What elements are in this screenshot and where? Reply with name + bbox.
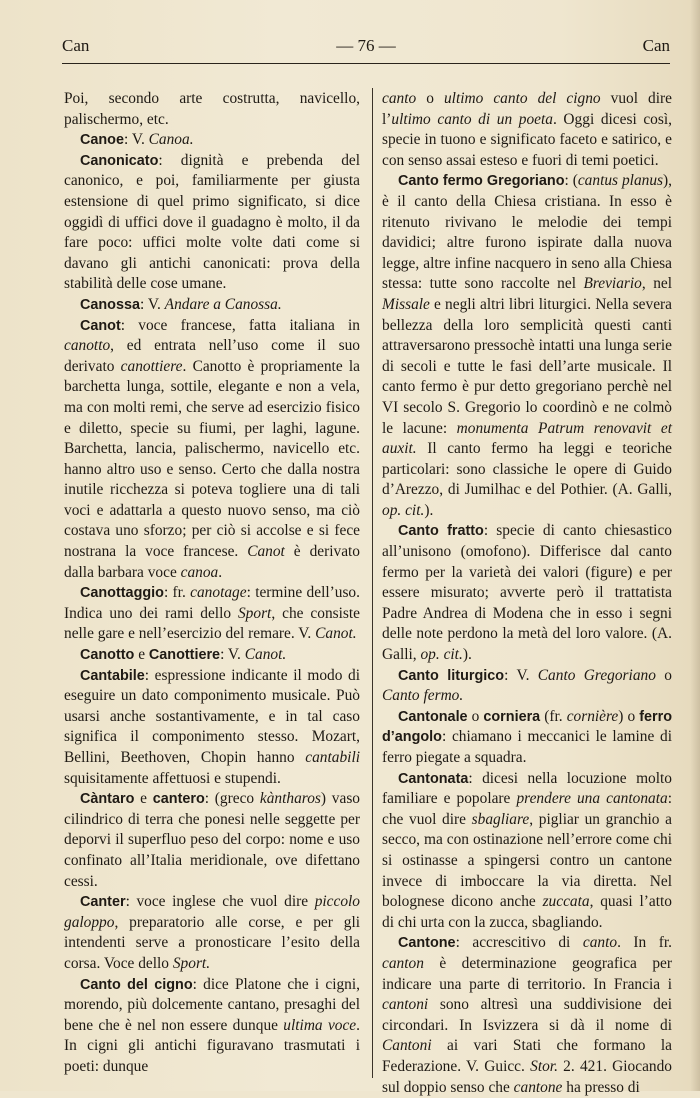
entry-text: o [416, 90, 444, 107]
entry-italic-text: canton [382, 954, 424, 972]
entry-text: Poi, secondo arte costrutta, navicello, palischermo, etc. [64, 90, 360, 128]
entry-text: : ( [564, 172, 578, 190]
entry-text: : voce inglese che vuol dire [125, 893, 315, 911]
entry-text: . In cigni gli antichi figuravano trasmutati i poeti: dunque [64, 1016, 361, 1075]
entry-italic-text: cantone [513, 1078, 563, 1096]
entry-text: : V. [220, 646, 245, 664]
entry-headword: Canot [80, 317, 121, 334]
entry-text: . [218, 563, 223, 581]
entry-text: : fr. [163, 584, 191, 602]
entry-headword: Canto liturgico [398, 667, 505, 684]
entry-text: ) vaso cilindrico di terra che ponesi nelle seggette per deporvi il superfluo peso del corpo: nome e uso confinato all’Italia meridionale, ove difettano cessi. [64, 790, 361, 890]
entry-text: : V. [123, 131, 149, 149]
entry-text: ) o [618, 707, 640, 725]
entry-text: : termine dell’uso. Indica uno dei rami dello [64, 584, 360, 622]
entry-italic-text: ultimo canto di un poeta [391, 110, 553, 128]
entry-italic-text: prendere una cantonata [516, 790, 668, 808]
entry-text: . Canotto è propriamente la barchetta lunga, sottile, elegante e non a vela, ma con molti remi, che serve ad esercizio fisico e diletto, specie su fiumi, per laghi, lagune. Barchetta, lancia, palischermo, navicello etc. hanno altro uso e senso. Certo che dalla nostra inutile ricchezza si poteva togliere una di tali voci e adattarla a questo nuovo senso, ma ciò costava uno sforzo; per ciò si accolse e si fece nostrana la voce francese. [64, 357, 360, 561]
running-head-left: Can [62, 36, 90, 55]
dictionary-entry [64, 975, 360, 1078]
entry-text: : specie di canto chiesastico all’unisono (omofono). Differisce dal canto fermo per la varietà dei valori (figure) e per essere misurato; avverte però il trattatista Padre Andrea di Modena che in esso i segni delle note perdono la metà del loro valore. (A. Galli, [382, 522, 672, 664]
entry-headword: Canossa [80, 296, 140, 313]
dictionary-entry [64, 892, 360, 974]
entry-italic-text: cornière [566, 707, 619, 725]
entry-headword: Càntaro [80, 791, 135, 808]
entry-text: squisitamente affettuosi e stupendi. [64, 769, 281, 787]
entry-italic-text: cantus planus [577, 172, 664, 190]
entry-text: 2. 421. Giocando sul doppio senso che [382, 1057, 673, 1096]
entry-italic-text: Missale [382, 295, 430, 313]
entry-text: ). [424, 501, 434, 519]
entry-italic-text: op. cit. [420, 646, 463, 664]
entry-text: o [467, 707, 484, 725]
entry-text: e [134, 790, 153, 808]
entry-text: , ed entrata nell’uso come il suo derivato [64, 337, 360, 375]
entry-headword: Canter [80, 894, 126, 911]
dictionary-entry [64, 316, 360, 584]
entry-text: , preparatorio alle corse, e per gli intendenti serve a pronosticare l’esito della corsa. Voce dello [64, 913, 360, 972]
dictionary-entry [382, 666, 672, 707]
dictionary-entry [382, 89, 672, 171]
entry-italic-text: Canto fermo. [382, 687, 464, 705]
page-number: — 76 — [336, 36, 396, 55]
dictionary-entry [382, 707, 672, 769]
entry-headword: Canottiere [148, 647, 221, 664]
entry-headword: Cantonata [398, 770, 469, 787]
entry-text: , che consiste nelle gare e nell’esercizio del remare. V. [64, 604, 360, 643]
entry-headword: ferro d’angolo [382, 708, 672, 746]
dictionary-entry [64, 645, 360, 666]
entry-headword: corniera [483, 708, 541, 725]
entry-text: : dice Platone che i cigni, morendo, più dolcemente cantano, presaghi del bene che è nel non essere dunque [64, 975, 360, 1034]
entry-italic-text: piccolo galoppo [64, 893, 360, 931]
dictionary-entry [382, 521, 672, 665]
dictionary-entry [64, 666, 360, 790]
dictionary-entry [382, 933, 672, 1098]
entry-text: ), è il canto della Chiesa cristiana. In esso è ritenuto rivivano le melodie dei tempi davidici; altre furono ispirate dalla nuova legge, altre infine nacquero in seno alla Chiesa stessa: tutte sono raccolte nel [382, 172, 672, 293]
entry-italic-text: canottiere [120, 357, 183, 375]
entry-text: , quasi l’atto di chi urta con la zucca, sbagliando. [382, 893, 672, 931]
entry-italic-text: Canot. [244, 646, 287, 664]
dictionary-entry [64, 89, 360, 130]
entry-italic-text: zuccata [542, 893, 590, 911]
entry-text: : che vuol dire [382, 790, 672, 828]
entry-text: . Oggi dicesi così, specie in tuono e significato faceto e satirico, e con senso assai esteso e fuori di temi poetici. [382, 110, 672, 169]
entry-text: e [134, 646, 149, 664]
entry-italic-text: ultimo canto del cigno [443, 90, 601, 107]
entry-italic-text: Stor. [530, 1057, 558, 1075]
entry-headword: Canto fermo Gregoriano [398, 173, 565, 190]
entry-italic-text: op. cit. [382, 501, 425, 519]
entry-italic-text: canto [382, 90, 417, 107]
column-divider [372, 88, 373, 1078]
entry-text: e negli altri libri liturgici. Nella severa bellezza della loro semplicità questi canti attraversarono pressochè intatti una lunga serie di secoli e tutte le fasi dell’arte musicale. Il canto fermo è pur detto gregoriano perchè nel VI secolo S. Gregorio lo coordinò e ne colmò le lacune: [382, 295, 672, 437]
page-header [62, 36, 670, 60]
right-column [382, 89, 672, 1098]
entry-headword: Canottaggio [80, 585, 164, 602]
entry-text: ha presso di [562, 1078, 640, 1096]
entry-text: : accrescitivo di [455, 934, 583, 952]
entry-text: : dignità e prebenda del canonico, e poi, familiarmente per giusta estensione di quel primo significato, si dice oggidì di uffici dove il guadagno è molto, il da fare poco: uffici molte volte dati come si davano gli antichi canonicati: prova della stabilità delle cose umane. [64, 151, 360, 293]
entry-italic-text: canoa [180, 563, 219, 581]
entry-headword: Canonicato [80, 152, 159, 169]
entry-italic-text: Canot [247, 543, 285, 561]
entry-italic-text: Sport [237, 604, 272, 622]
entry-italic-text: monumenta Patrum renovavit et auxit. [382, 419, 672, 458]
left-column [64, 89, 360, 1078]
entry-italic-text: kàntharos [259, 790, 321, 808]
entry-text: , nel [641, 275, 672, 293]
entry-text: : espressione indicante il modo di eseguire un dato componimento musicale. Può usarsi anche sostantivamente, e in tal caso significa il componimento stesso. Mozart, Bellini, Beethoven, Chopin hanno [64, 666, 360, 766]
entry-headword: Canotto [80, 647, 135, 664]
entry-text: ). [462, 646, 472, 664]
entry-text: : V. [504, 666, 538, 684]
page-edge-shadow [690, 0, 700, 1091]
dictionary-entry [64, 295, 360, 316]
entry-italic-text: ultima voce [283, 1016, 357, 1034]
entry-headword: Cantabile [80, 667, 145, 684]
entry-text: : V. [140, 295, 165, 313]
header-rule [62, 63, 670, 64]
entry-headword: Canto fratto [398, 523, 484, 540]
dictionary-entry [64, 151, 360, 295]
entry-text: , pigliar un granchio a secco, ma con ostinazione nell’errore come chi si ostinasse a spingersi contro un cantone invece di imboccare la via diretta. Nel bolognese dicono anche [382, 810, 672, 911]
entry-headword: Canto del cigno [80, 976, 193, 993]
dictionary-entry [64, 130, 360, 151]
entry-italic-text: canotage [190, 584, 247, 602]
dictionary-entry [64, 583, 360, 645]
entry-italic-text: Canto Gregoriano [537, 666, 656, 684]
entry-text: (fr. [540, 707, 567, 725]
entry-headword: Cantonale [398, 708, 468, 725]
entry-headword: Canoe [80, 132, 124, 149]
entry-italic-text: Canoa. [148, 131, 194, 149]
entry-italic-text: Canot. [315, 625, 357, 643]
entry-text: vuol dire l’ [382, 90, 672, 128]
entry-italic-text: sbagliare [471, 810, 530, 828]
entry-text: . In fr. [617, 934, 672, 952]
entry-italic-text: Breviario [583, 275, 642, 293]
entry-italic-text: canotto [64, 337, 111, 355]
entry-text: è determinazione geografica per indicare una parte di territorio. In Francia i [382, 954, 672, 993]
dictionary-entry [382, 769, 672, 934]
entry-headword: cantero [152, 791, 205, 808]
entry-italic-text: Andare a Canossa. [164, 295, 282, 313]
entry-text: : chiamano i meccanici le lamine di ferro piegate a squadra. [382, 728, 672, 766]
entry-italic-text: canto [582, 934, 618, 952]
running-head-right: Can [642, 36, 670, 55]
entry-italic-text: cantabili [305, 749, 360, 766]
entry-text: sono altresì una suddivisione dei circondari. In Isvizzera si dà il nome di [382, 996, 672, 1034]
entry-text: : dicesi nella locuzione molto familiare e popolare [382, 769, 672, 808]
entry-text: ai vari Stati che formano la Federazione. V. Guicc. [382, 1037, 672, 1075]
entry-italic-text: Cantoni [382, 1037, 432, 1055]
entry-text: Il canto fermo ha leggi e teoriche particolari: sono classiche le opere di Guido d’Arezzo, di Jumilhac e del Pothier. (A. Galli, [382, 440, 672, 499]
entry-italic-text: cantoni [382, 996, 429, 1014]
dictionary-entry [382, 171, 672, 521]
entry-headword: Cantone [398, 935, 456, 952]
dictionary-entry [64, 789, 360, 892]
entry-text: è derivato dalla barbara voce [64, 543, 360, 581]
entry-text: o [655, 666, 672, 684]
entry-text: : voce francese, fatta italiana in [120, 316, 360, 334]
entry-italic-text: Sport. [172, 954, 211, 972]
entry-text: : (greco [204, 790, 260, 808]
